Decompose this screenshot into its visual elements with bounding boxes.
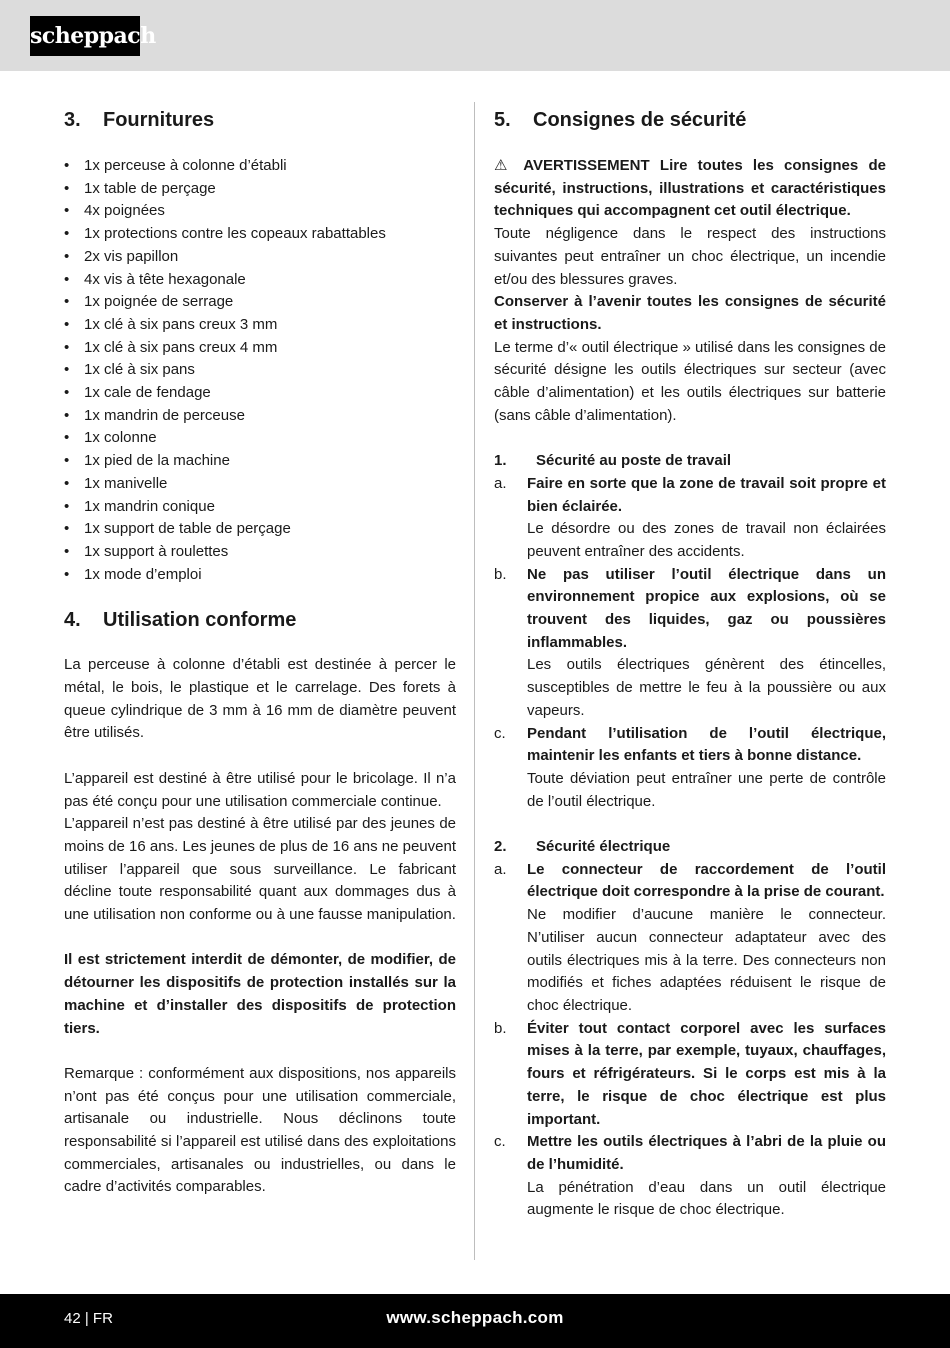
section-number: 5. bbox=[494, 109, 511, 131]
safety-item: b. Éviter tout contact corporel avec les surfaces mises à la terre, par exemple, tuyaux, chauffages, fours et réfrigérateurs. Si le corps est mis à la terre, le risque de choc électrique est plus important. bbox=[494, 1019, 886, 1128]
section-number: 4. bbox=[64, 609, 81, 632]
paragraph: L’appareil n’est pas destiné à être utilisé par des jeunes de moins de 16 ans. Les jeunes de plus de 16 ans ne peuvent utiliser l’appareil que sous surveillance. Le fabricant décline toute responsabilité quant aux dommages dus à une utilisation non conforme ou à une fausse manipulation. bbox=[64, 815, 456, 924]
list-item: • 4x poignées bbox=[64, 202, 165, 220]
list-item: • 2x vis papillon bbox=[64, 247, 179, 265]
list-item: • 1x poignée de serrage bbox=[64, 293, 234, 311]
list-item: • 1x mode d’emploi bbox=[64, 565, 202, 583]
supplies-list bbox=[64, 155, 456, 586]
list-item: • 1x clé à six pans bbox=[64, 361, 195, 379]
subsection-heading: 1. Sécurité au poste de travail bbox=[494, 452, 732, 470]
footer-bar bbox=[0, 1294, 950, 1348]
bold-paragraph: Il est strictement interdit de démonter, de modifier, de détourner les dispositifs de protection installés sur la machine et d’installer des dispositifs de protection tiers. bbox=[64, 951, 456, 1037]
subsection-heading: 2. Sécurité électrique bbox=[494, 838, 671, 856]
list-item: • 1x manivelle bbox=[64, 474, 168, 492]
list-item: • 1x support à roulettes bbox=[64, 542, 229, 560]
section-number: 3. bbox=[64, 109, 81, 131]
scheppach-logo: scheppach bbox=[30, 16, 140, 56]
header-bar bbox=[0, 0, 950, 71]
safety-item: a. Le connecteur de raccordement de l’outil électrique doit correspondre à la prise de courant. Ne modifier d’aucune manière le connecteur. N’utiliser aucun connecteur adaptateur avec des outils électriques mis à la terre. Des connecteurs non modifiés et fiches adaptées réduisent le risque de choc électrique. bbox=[494, 860, 886, 1014]
paragraph: Le terme d’« outil électrique » utilisé dans les consignes de sécurité désigne les outils électriques sur secteur (avec câble d’alimentation) et les outils électriques sur batterie (sans câble d’alimentation). bbox=[494, 338, 886, 424]
website-url: www.scheppach.com bbox=[386, 1308, 564, 1327]
section-3-heading bbox=[64, 106, 456, 134]
warning-icon: ⚠ bbox=[494, 157, 514, 174]
safety-item: c. Mettre les outils électriques à l’abri de la pluie ou de l’humidité. La pénétration d’eau dans un outil électrique augmente le risque de choc électrique. bbox=[494, 1133, 886, 1219]
paragraph: Remarque : conformément aux dispositions, nos appareils n’ont pas été conçus pour une utilisation commerciale, artisanale ou industrielle. Nous déclinons toute responsabilité si l’appareil est utilisé dans des exploitations commerciales, artisanales ou industrielles, ou dans le cadre d’activités comparables. bbox=[64, 1064, 456, 1196]
list-item: • 4x vis à tête hexagonale bbox=[64, 270, 246, 288]
section-title: Utilisation conforme bbox=[103, 609, 297, 632]
section-title: Fournitures bbox=[103, 109, 215, 131]
list-item: • 1x mandrin de perceuse bbox=[64, 406, 245, 424]
column-divider bbox=[474, 102, 475, 1260]
list-item: • 1x cale de fendage bbox=[64, 384, 211, 402]
list-item: • 1x table de perçage bbox=[64, 179, 216, 197]
list-item: • 1x colonne bbox=[64, 429, 157, 447]
paragraph: La perceuse à colonne d’établi est destinée à percer le métal, le bois, le plastique et le carrelage. Des forets à queue cylindrique de 3 mm à 16 mm de diamètre peuvent être utilisés. bbox=[64, 656, 456, 742]
list-item: • 1x protections contre les copeaux rabattables bbox=[64, 225, 386, 243]
list-item: • 1x support de table de perçage bbox=[64, 520, 291, 538]
paragraph: L’appareil est destiné à être utilisé pour le bricolage. Il n’a pas été conçu pour une utilisation commerciale continue. bbox=[64, 769, 456, 810]
page-number: 42 | FR bbox=[64, 1310, 113, 1327]
warning-paragraph: ⚠ AVERTISSEMENT Lire toutes les consignes de sécurité, instructions, illustrations et caractéristiques techniques qui accompagnent cet outil électrique. bbox=[494, 157, 886, 220]
section-title: Consignes de sécurité bbox=[533, 109, 747, 131]
list-item: • 1x clé à six pans creux 4 mm bbox=[64, 338, 278, 356]
list-item: • 1x clé à six pans creux 3 mm bbox=[64, 315, 278, 333]
safety-item: b. Ne pas utiliser l’outil électrique dans un environnement propice aux explosions, où se trouvent des liquides, gaz ou poussières inflammables. Les outils électriques génèrent des étincelles, susceptibles de mettre le feu à la poussière ou aux vapeurs. bbox=[494, 565, 886, 719]
paragraph: Toute négligence dans le respect des instructions suivantes peut entraîner un choc électrique, un incendie et/ou des blessures graves. bbox=[494, 225, 886, 288]
list-item: • 1x pied de la machine bbox=[64, 452, 230, 470]
bold-paragraph: Conserver à l’avenir toutes les consignes de sécurité et instructions. bbox=[494, 293, 886, 333]
section-5-heading bbox=[494, 106, 886, 134]
safety-item: a. Faire en sorte que la zone de travail soit propre et bien éclairée. Le désordre ou des zones de travail non éclairées peuvent entraîner des accidents. bbox=[494, 474, 886, 560]
safety-item: c. Pendant l’utilisation de l’outil électrique, maintenir les enfants et tiers à bonne distance. Toute déviation peut entraîner une perte de contrôle de l’outil électrique. bbox=[494, 724, 886, 810]
right-column bbox=[494, 106, 886, 1222]
left-column bbox=[64, 106, 456, 1199]
section-4-heading bbox=[64, 606, 456, 634]
list-item: • 1x perceuse à colonne d’établi bbox=[64, 157, 287, 174]
list-item: • 1x mandrin conique bbox=[64, 497, 215, 515]
